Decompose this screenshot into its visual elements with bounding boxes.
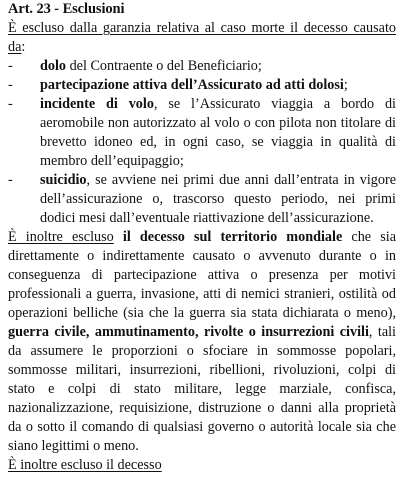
item-text: , se avviene nei primi due anni dall’entrata in vigore dell’assicurazione o, trascorso questo periodo, nei primi dodici mesi dall’eventuale riattivazione dell’assicurazione. (40, 172, 396, 226)
item-bold-term: suicidio (40, 172, 87, 188)
list-item (8, 76, 396, 95)
list-item (8, 95, 396, 171)
list-dash: - (8, 58, 13, 74)
intro-paragraph (8, 19, 396, 57)
article-title: Art. 23 - Esclusioni (8, 1, 125, 17)
cut-off-line (8, 456, 396, 473)
intro-colon: : (21, 39, 26, 55)
territory-exclusion-paragraph (8, 228, 396, 456)
item-text: ; (343, 77, 348, 93)
para2-underlined-text: È inoltre escluso (8, 229, 114, 245)
list-dash: - (8, 172, 13, 188)
item-text: , se l’Assicurato viaggia a bordo di aeromobile non autorizzato al volo o con pilota non titolare di brevetto idoneo ed, in ogni caso, se viaggia in qualità di membro dell’equipaggio; (40, 96, 396, 169)
item-bold-term: partecipazione attiva dell’Assicurato ad atti dolosi (40, 77, 344, 93)
cut-off-text: È inoltre escluso il decesso (8, 457, 162, 473)
para2-bold-text-2: guerra civile, ammutinamento, rivolte o insurrezioni civili (8, 324, 369, 340)
para2-text-2: , tali da assumere le proporzioni o sfociare in sommosse popolari, sommosse militari, insurrezioni, ribellioni, rivoluzioni, colpi di stato e colpi di stato militare, legge marziale, confisca, nazionalizzazione, requisizione, distruzione o danni alla proprietà da o sotto il comando di qualsiasi governo o autorità locale sia che siano legittimi o meno. (8, 324, 396, 454)
list-item (8, 171, 396, 228)
exclusion-list (8, 57, 396, 228)
item-bold-term: incidente di volo (40, 96, 154, 112)
list-dash: - (8, 96, 13, 112)
document-page (8, 0, 397, 473)
para2-bold-text: il decesso sul territorio mondiale (113, 229, 343, 245)
intro-underlined-text: È escluso dalla garanzia relativa al caso morte il decesso causato da (8, 20, 396, 55)
item-bold-term: dolo (40, 58, 67, 74)
para2-text: che sia direttamente o indirettamente causato o avvenuto durante o in conseguenza di partecipazione attiva o presenza per motivi professionali a guerra, invasione, atti di nemici stranieri, ostilità od operazioni belliche (sia che la guerra sia stata dichiarata o meno), (8, 229, 397, 321)
item-text: del Contraente o del Beneficiario; (66, 58, 262, 74)
list-dash: - (8, 77, 13, 93)
list-item (8, 57, 396, 76)
